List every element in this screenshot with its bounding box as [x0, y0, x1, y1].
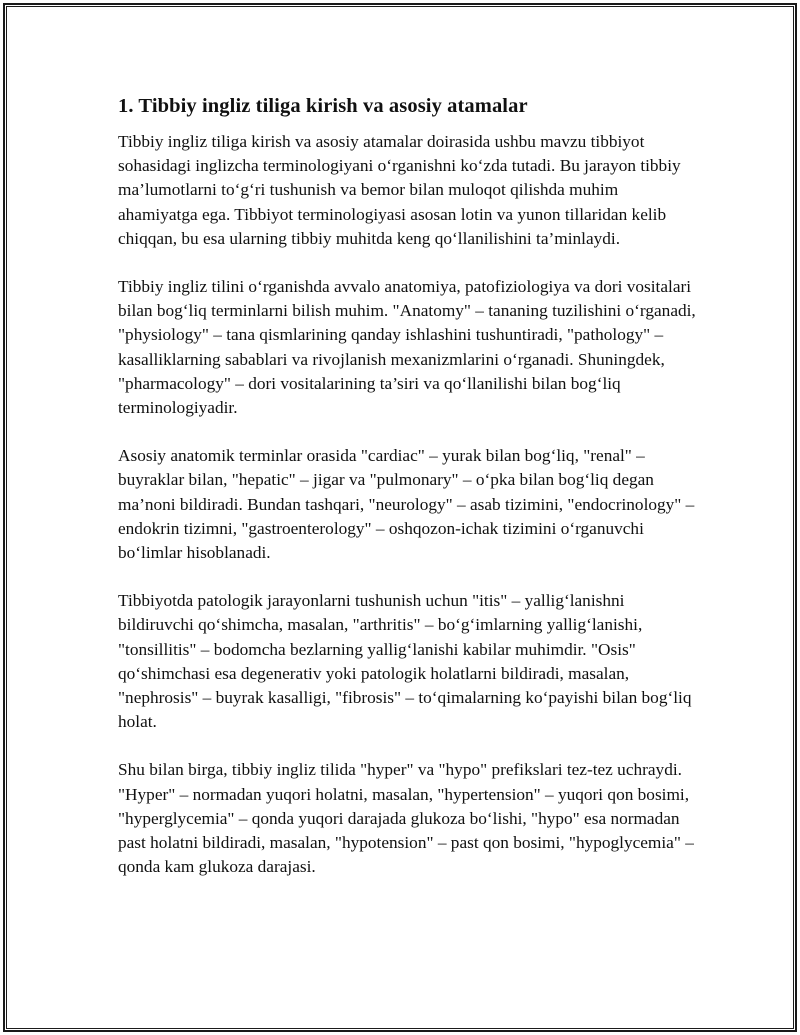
paragraph-prefixes: Shu bilan birga, tibbiy ingliz tilida "hyper" va "hypo" prefikslari tez-tez uchraydi. "Hyper" – normadan yuqori holatni, masalan, "hypertension" – yuqori qon bosimi, "hyperglycemia" – qonda yuqori darajada glukoza bo‘lishi, "hypo" esa normadan past holatni bildiradi, masalan, "hypotension" – past qon bosimi, "hypoglycemia" – qonda kam glukoza darajasi.	[118, 760, 694, 877]
paragraph-anatomical-terms: Asosiy anatomik terminlar orasida "cardiac" – yurak bilan bog‘liq, "renal" – buyraklar bilan, "hepatic" – jigar va "pulmonary" – o‘pka bilan bog‘liq degan ma’noni bildiradi. Bundan tashqari, "neurology" – asab tizimini, "endocrinology" – endokrin tizimni, "gastroenterology" – oshqozon-ichak tizimini o‘rganuvchi bo‘limlar hisoblanadi.	[118, 446, 695, 563]
document-body	[118, 92, 698, 903]
document-title: 1. Tibbiy ingliz tiliga kirish va asosiy atamalar	[118, 95, 528, 117]
paragraph-pathology-suffixes: Tibbiyotda patologik jarayonlarni tushunish uchun "itis" – yallig‘lanishni bildiruvchi qo‘shimcha, masalan, "arthritis" – bo‘g‘imlarning yallig‘lanishi, "tonsillitis" – bodomcha bezlarning yallig‘lanishi kabilar muhimdir. "Osis" qo‘shimchasi esa degenerativ yoki patologik holatlarni bildiradi, masalan, "nephrosis" – buyrak kasalligi, "fibrosis" – to‘qimalarning ko‘payishi bilan bog‘liq holat.	[118, 591, 692, 732]
paragraph-core-disciplines: Tibbiy ingliz tilini o‘rganishda avvalo anatomiya, patofiziologiya va dori vositalari bilan bog‘liq terminlarni bilish muhim. "Anatomy" – tananing tuzilishini o‘rganadi, "physiology" – tana qismlarining qanday ishlashini tushuntiradi, "pathology" – kasalliklarning sabablari va rivojlanish mexanizmlarini o‘rganadi. Shuningdek, "pharmacology" – dori vositalarining ta’siri va qo‘llanilishi bilan bog‘liq terminologiyadir.	[118, 277, 696, 418]
paragraph-introduction: Tibbiy ingliz tiliga kirish va asosiy atamalar doirasida ushbu mavzu tibbiyot sohasidagi inglizcha terminologiyani o‘rganishni ko‘zda tutadi. Bu jarayon tibbiy ma’lumotlarni to‘g‘ri tushunish va bemor bilan muloqot qilishda muhim ahamiyatga ega. Tibbiyot terminologiyasi asosan lotin va yunon tillaridan kelib chiqqan, bu esa ularning tibbiy muhitda keng qo‘llanilishini ta’minlaydi.	[118, 132, 681, 248]
